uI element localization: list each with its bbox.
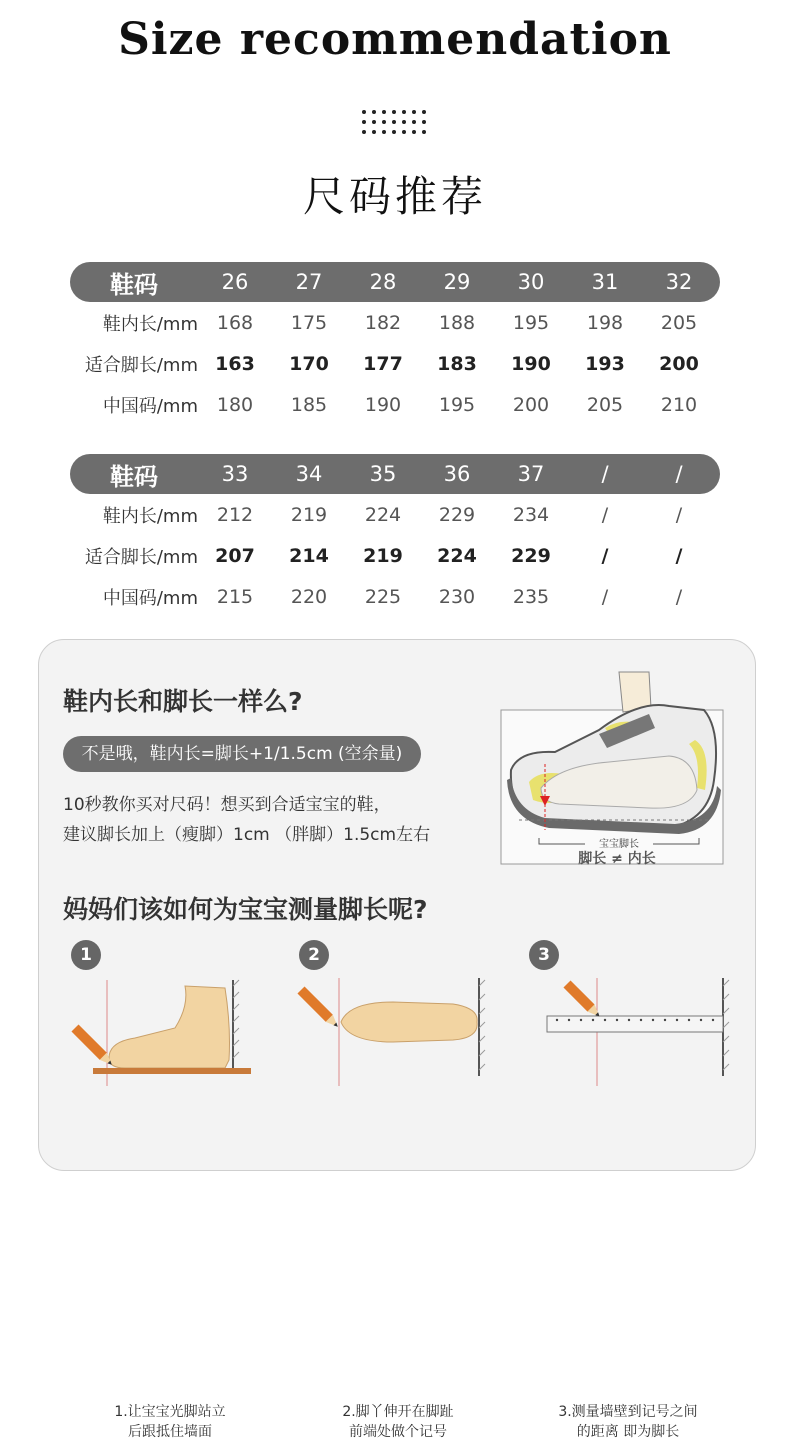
table-cell: / <box>601 503 609 526</box>
table-cell: 229 <box>511 544 551 567</box>
measure-step-3 <box>523 940 733 1440</box>
table-cell: 200 <box>659 352 699 375</box>
table-cell: 224 <box>437 544 477 567</box>
dot <box>362 130 366 134</box>
table-cell: 163 <box>215 352 255 375</box>
table-row <box>70 576 720 617</box>
size-cell: 33 <box>221 462 249 486</box>
measure-step-2 <box>293 940 503 1440</box>
table-cell: 182 <box>364 311 402 334</box>
table-cell: 235 <box>512 585 550 608</box>
pencil-icon <box>71 1024 115 1068</box>
table-cell: 205 <box>660 311 698 334</box>
table-row <box>70 302 720 343</box>
table-cell: 180 <box>216 393 254 416</box>
table-cell: 224 <box>364 503 402 526</box>
table-cell: 193 <box>585 352 625 375</box>
table-cell: 175 <box>290 311 328 334</box>
step-caption-line1: 2.脚丫伸开在脚趾 <box>342 1404 454 1420</box>
step-caption <box>523 1402 733 1442</box>
table-cell: 234 <box>512 503 550 526</box>
dot <box>382 120 386 124</box>
table-cell: 229 <box>438 503 476 526</box>
row-label: 适合脚长/mm <box>84 354 198 376</box>
table-cell: 225 <box>364 585 402 608</box>
table-cell: / <box>675 585 683 608</box>
title-english: Size recommendation <box>118 14 672 65</box>
table-cell: / <box>601 544 609 567</box>
faq-question: 鞋内长和脚长一样么? <box>63 687 303 716</box>
table-row <box>70 494 720 535</box>
table-cell: 205 <box>586 393 624 416</box>
dot <box>412 120 416 124</box>
header-label: 鞋码 <box>110 462 158 491</box>
size-cell: 26 <box>221 270 249 294</box>
table-cell: 230 <box>438 585 476 608</box>
title-chinese: 尺码推荐 <box>302 172 487 221</box>
step-number-badge: 1 <box>71 940 101 970</box>
table-cell: 168 <box>216 311 254 334</box>
size-header-row <box>70 454 720 494</box>
step-2-illustration <box>293 976 503 1126</box>
faq-answer-pill: 不是哦，鞋内长=脚长+1/1.5cm (空余量) <box>63 736 421 772</box>
size-cell: 31 <box>591 270 619 294</box>
step-3-illustration <box>523 976 733 1126</box>
row-label: 鞋内长/mm <box>102 505 198 527</box>
size-cell: 36 <box>443 462 471 486</box>
table-cell: 190 <box>364 393 402 416</box>
size-cell: 37 <box>517 462 545 486</box>
diagram-label-foot: 宝宝脚长 <box>599 839 639 850</box>
table-cell: 200 <box>512 393 550 416</box>
tip-line-2: 建议脚长加上（瘦脚）1cm （胖脚）1.5cm左右 <box>63 825 431 845</box>
size-cell: / <box>601 462 609 486</box>
size-table-2 <box>70 454 720 617</box>
table-cell: 177 <box>363 352 403 375</box>
floor-bar <box>93 1068 251 1074</box>
table-cell: / <box>601 585 609 608</box>
table-cell: 212 <box>216 503 254 526</box>
step-caption-line2: 的距离 即为脚长 <box>576 1424 680 1440</box>
dot <box>412 110 416 114</box>
row-label: 鞋内长/mm <box>102 313 198 335</box>
measure-question: 妈妈们该如何为宝宝测量脚长呢? <box>63 895 428 924</box>
size-cell: 30 <box>517 270 545 294</box>
table-cell: / <box>675 503 683 526</box>
dot <box>392 120 396 124</box>
tip-line-1: 10秒教你买对尺码！想买到合适宝宝的鞋， <box>63 795 391 815</box>
dot <box>372 110 376 114</box>
step-caption <box>293 1402 503 1442</box>
dot <box>362 120 366 124</box>
table-row <box>70 535 720 576</box>
step-number-badge: 3 <box>529 940 559 970</box>
dot <box>372 130 376 134</box>
foot-top-shape <box>341 1002 477 1042</box>
size-cell: / <box>675 462 683 486</box>
step-caption-line2: 前端处做个记号 <box>349 1424 447 1440</box>
table-cell: 195 <box>512 311 550 334</box>
dot <box>362 110 366 114</box>
shoe-diagram <box>499 670 735 866</box>
table-cell: / <box>675 544 683 567</box>
size-cell: 27 <box>295 270 323 294</box>
table-cell: 219 <box>290 503 328 526</box>
table-cell: 195 <box>438 393 476 416</box>
table-cell: 198 <box>586 311 624 334</box>
step-caption-line1: 3.测量墙壁到记号之间 <box>558 1404 698 1420</box>
dot <box>402 130 406 134</box>
decorative-dots <box>362 110 428 136</box>
table-cell: 219 <box>363 544 403 567</box>
dot <box>392 130 396 134</box>
table-row <box>70 384 720 425</box>
table-cell: 210 <box>660 393 698 416</box>
size-cell: 32 <box>665 270 693 294</box>
diagram-label-compare: 脚长 ≠ 内长 <box>578 851 656 867</box>
dot <box>372 120 376 124</box>
table-cell: 190 <box>511 352 551 375</box>
size-cell: 34 <box>295 462 323 486</box>
foot-side-shape <box>109 986 230 1068</box>
size-cell: 35 <box>369 462 397 486</box>
header-label: 鞋码 <box>110 270 158 299</box>
info-panel <box>38 639 756 1440</box>
dot <box>382 110 386 114</box>
size-cell: 28 <box>369 270 397 294</box>
size-cell: 29 <box>443 270 471 294</box>
faq-tip <box>63 790 430 850</box>
dot <box>422 120 426 124</box>
row-label: 中国码/mm <box>102 587 198 609</box>
table-cell: 207 <box>215 544 255 567</box>
dot <box>422 130 426 134</box>
table-cell: 170 <box>289 352 329 375</box>
dot <box>402 110 406 114</box>
table-cell: 214 <box>289 544 329 567</box>
dot <box>412 130 416 134</box>
pencil-icon <box>297 986 341 1030</box>
dot <box>422 110 426 114</box>
step-1-illustration <box>65 976 275 1126</box>
dot <box>402 120 406 124</box>
table-cell: 215 <box>216 585 254 608</box>
row-label: 中国码/mm <box>102 395 198 417</box>
table-cell: 183 <box>437 352 477 375</box>
dot <box>392 110 396 114</box>
step-caption-line1: 1.让宝宝光脚站立 <box>114 1404 226 1420</box>
table-cell: 188 <box>438 311 476 334</box>
step-caption <box>65 1402 275 1442</box>
step-caption-line2: 后跟抵住墙面 <box>128 1424 212 1440</box>
row-label: 适合脚长/mm <box>84 546 198 568</box>
table-cell: 220 <box>290 585 328 608</box>
table-cell: 185 <box>290 393 328 416</box>
size-table-1 <box>70 262 720 425</box>
size-header-row <box>70 262 720 302</box>
step-number-badge: 2 <box>299 940 329 970</box>
table-row <box>70 343 720 384</box>
dot <box>382 130 386 134</box>
measure-step-1 <box>65 940 275 1440</box>
ruler <box>547 1016 723 1032</box>
